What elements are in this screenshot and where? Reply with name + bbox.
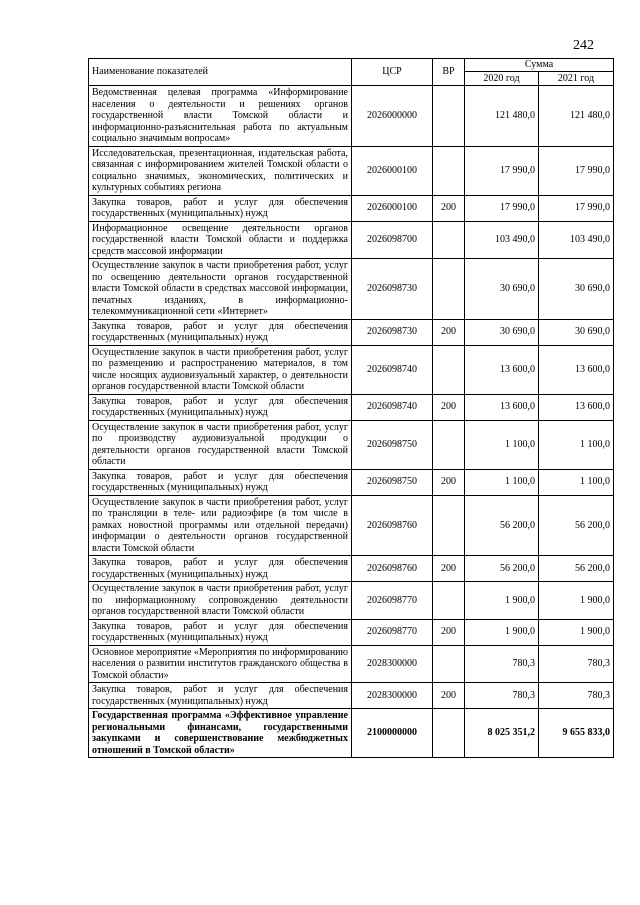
row-csr-cell: 2026098770 bbox=[352, 619, 433, 645]
row-vr-cell bbox=[433, 86, 465, 147]
row-name-cell: Государственная программа «Эффективное управление региональными финансами, государственными закупками и совершенствование межбюджетных отношений в Томской области» bbox=[89, 709, 352, 758]
table-row bbox=[89, 86, 614, 147]
row-2020-value: 780,3 bbox=[465, 683, 539, 709]
table-row bbox=[89, 221, 614, 259]
row-2020-value: 1 900,0 bbox=[465, 582, 539, 620]
row-csr-cell: 2026098730 bbox=[352, 319, 433, 345]
row-csr-cell: 2026000100 bbox=[352, 146, 433, 195]
row-2021-value: 13 600,0 bbox=[539, 345, 614, 394]
row-name-cell: Осуществление закупок в части приобретения работ, услуг по производству аудиовизуальной продукции о деятельности органов государственной власти Томской области bbox=[89, 420, 352, 469]
row-vr-cell: 200 bbox=[433, 619, 465, 645]
row-2020-value: 17 990,0 bbox=[465, 195, 539, 221]
table-row bbox=[89, 556, 614, 582]
row-2020-value: 1 900,0 bbox=[465, 619, 539, 645]
table-row bbox=[89, 394, 614, 420]
row-vr-cell bbox=[433, 645, 465, 683]
table-row bbox=[89, 619, 614, 645]
row-2020-value: 103 490,0 bbox=[465, 221, 539, 259]
row-2020-value: 13 600,0 bbox=[465, 345, 539, 394]
row-name-cell: Исследовательская, презентационная, издательская работа, связанная с информированием жителей Томской области о социально значимых, экономических, политических и культурных событиях региона bbox=[89, 146, 352, 195]
header-name: Наименование показателей bbox=[89, 59, 352, 86]
row-2020-value: 30 690,0 bbox=[465, 259, 539, 320]
table-row bbox=[89, 319, 614, 345]
row-csr-cell: 2026098760 bbox=[352, 495, 433, 556]
row-2020-value: 1 100,0 bbox=[465, 469, 539, 495]
table-row bbox=[89, 709, 614, 758]
row-vr-cell bbox=[433, 146, 465, 195]
table-row bbox=[89, 420, 614, 469]
row-csr-cell: 2100000000 bbox=[352, 709, 433, 758]
row-name-cell: Информационное освещение деятельности органов государственной власти Томской области и поддержка средств массовой информации bbox=[89, 221, 352, 259]
row-csr-cell: 2026098770 bbox=[352, 582, 433, 620]
row-vr-cell bbox=[433, 221, 465, 259]
row-name-cell: Закупка товаров, работ и услуг для обеспечения государственных (муниципальных) нужд bbox=[89, 394, 352, 420]
header-year-2020: 2020 год bbox=[465, 71, 539, 86]
row-2021-value: 1 100,0 bbox=[539, 469, 614, 495]
row-2020-value: 13 600,0 bbox=[465, 394, 539, 420]
row-2021-value: 13 600,0 bbox=[539, 394, 614, 420]
row-2020-value: 17 990,0 bbox=[465, 146, 539, 195]
row-2021-value: 1 900,0 bbox=[539, 619, 614, 645]
row-csr-cell: 2028300000 bbox=[352, 645, 433, 683]
row-2021-value: 121 480,0 bbox=[539, 86, 614, 147]
row-2021-value: 30 690,0 bbox=[539, 259, 614, 320]
row-2021-value: 9 655 833,0 bbox=[539, 709, 614, 758]
row-2020-value: 56 200,0 bbox=[465, 556, 539, 582]
row-csr-cell: 2026098750 bbox=[352, 420, 433, 469]
row-2021-value: 30 690,0 bbox=[539, 319, 614, 345]
row-2020-value: 30 690,0 bbox=[465, 319, 539, 345]
row-csr-cell: 2026000000 bbox=[352, 86, 433, 147]
row-name-cell: Закупка товаров, работ и услуг для обеспечения государственных (муниципальных) нужд bbox=[89, 619, 352, 645]
row-name-cell: Закупка товаров, работ и услуг для обеспечения государственных (муниципальных) нужд bbox=[89, 195, 352, 221]
header-sum: Сумма bbox=[465, 59, 614, 72]
row-2020-value: 8 025 351,2 bbox=[465, 709, 539, 758]
table-row bbox=[89, 495, 614, 556]
table-row bbox=[89, 259, 614, 320]
row-name-cell: Осуществление закупок в части приобретения работ, услуг по информационному сопровождению деятельности органов государственной власти Томской области bbox=[89, 582, 352, 620]
row-vr-cell: 200 bbox=[433, 319, 465, 345]
row-csr-cell: 2028300000 bbox=[352, 683, 433, 709]
table-row bbox=[89, 645, 614, 683]
row-csr-cell: 2026098740 bbox=[352, 345, 433, 394]
table-row bbox=[89, 195, 614, 221]
row-vr-cell bbox=[433, 709, 465, 758]
budget-table bbox=[88, 58, 614, 758]
header-csr: ЦСР bbox=[352, 59, 433, 86]
row-name-cell: Закупка товаров, работ и услуг для обеспечения государственных (муниципальных) нужд bbox=[89, 469, 352, 495]
row-csr-cell: 2026000100 bbox=[352, 195, 433, 221]
row-vr-cell bbox=[433, 582, 465, 620]
row-name-cell: Основное мероприятие «Мероприятия по информированию населения о развитии институтов гражданского общества в Томской области» bbox=[89, 645, 352, 683]
row-name-cell: Ведомственная целевая программа «Информирование населения о деятельности и решениях органов государственной власти Томской области и информационно-разъяснительная работа по актуальным социально значимым вопросам» bbox=[89, 86, 352, 147]
row-name-cell: Осуществление закупок в части приобретения работ, услуг по размещению и распространению материалов, в том числе носящих аудиовизуальный характер, о деятельности органов государственной власти Томской области bbox=[89, 345, 352, 394]
row-2021-value: 780,3 bbox=[539, 645, 614, 683]
row-name-cell: Осуществление закупок в части приобретения работ, услуг по трансляции в теле- или радиоэфире (в том числе в рамках новостной программы или отдельной передачи) информации о деятельности органов государственной власти Томской области bbox=[89, 495, 352, 556]
row-2021-value: 56 200,0 bbox=[539, 556, 614, 582]
row-vr-cell: 200 bbox=[433, 195, 465, 221]
row-2021-value: 780,3 bbox=[539, 683, 614, 709]
row-2021-value: 1 900,0 bbox=[539, 582, 614, 620]
row-2020-value: 121 480,0 bbox=[465, 86, 539, 147]
row-vr-cell: 200 bbox=[433, 469, 465, 495]
row-vr-cell: 200 bbox=[433, 683, 465, 709]
row-csr-cell: 2026098730 bbox=[352, 259, 433, 320]
page-number: 242 bbox=[573, 38, 594, 53]
table-row bbox=[89, 146, 614, 195]
table-row bbox=[89, 582, 614, 620]
row-csr-cell: 2026098750 bbox=[352, 469, 433, 495]
row-vr-cell: 200 bbox=[433, 556, 465, 582]
row-vr-cell: 200 bbox=[433, 394, 465, 420]
row-csr-cell: 2026098760 bbox=[352, 556, 433, 582]
row-name-cell: Закупка товаров, работ и услуг для обеспечения государственных (муниципальных) нужд bbox=[89, 683, 352, 709]
row-vr-cell bbox=[433, 345, 465, 394]
row-2020-value: 780,3 bbox=[465, 645, 539, 683]
row-vr-cell bbox=[433, 259, 465, 320]
header-year-2021: 2021 год bbox=[539, 71, 614, 86]
row-2020-value: 1 100,0 bbox=[465, 420, 539, 469]
table-row bbox=[89, 683, 614, 709]
row-vr-cell bbox=[433, 420, 465, 469]
table-row bbox=[89, 469, 614, 495]
row-2021-value: 56 200,0 bbox=[539, 495, 614, 556]
row-vr-cell bbox=[433, 495, 465, 556]
row-2021-value: 17 990,0 bbox=[539, 146, 614, 195]
row-name-cell: Осуществление закупок в части приобретения работ, услуг по освещению деятельности органов государственной власти Томской области в средствах массовой информации, печатных изданиях, в информационно-телекоммуникационной сети «Интернет» bbox=[89, 259, 352, 320]
row-csr-cell: 2026098740 bbox=[352, 394, 433, 420]
row-2021-value: 1 100,0 bbox=[539, 420, 614, 469]
row-2020-value: 56 200,0 bbox=[465, 495, 539, 556]
table-row bbox=[89, 345, 614, 394]
header-vr: ВР bbox=[433, 59, 465, 86]
row-name-cell: Закупка товаров, работ и услуг для обеспечения государственных (муниципальных) нужд bbox=[89, 319, 352, 345]
row-csr-cell: 2026098700 bbox=[352, 221, 433, 259]
row-name-cell: Закупка товаров, работ и услуг для обеспечения государственных (муниципальных) нужд bbox=[89, 556, 352, 582]
row-2021-value: 17 990,0 bbox=[539, 195, 614, 221]
row-2021-value: 103 490,0 bbox=[539, 221, 614, 259]
